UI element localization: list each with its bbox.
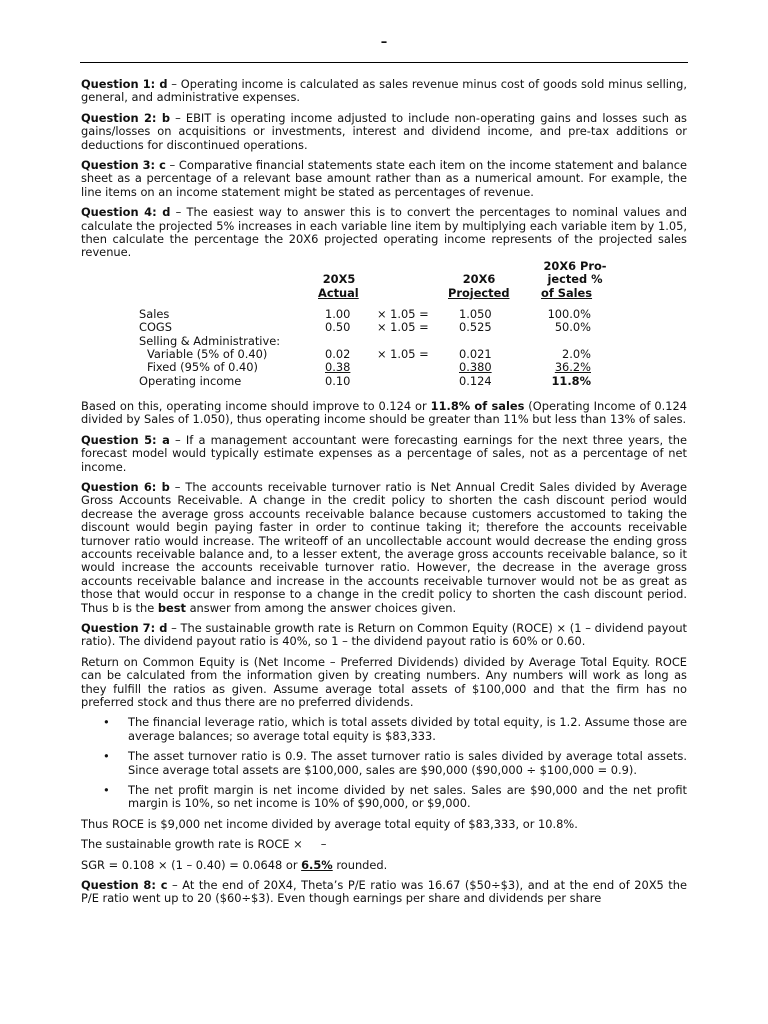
question-2-answer: [81, 112, 687, 152]
question-6-best: best: [157, 600, 186, 615]
question-1-text: – Operating income is calculated as sales revenue minus cost of goods sold minus selling, general, and administrative expenses.: [81, 77, 687, 105]
projection-calculation: [81, 260, 687, 388]
row-label: Variable (5% of 0.40): [147, 347, 268, 362]
list-item-text: The financial leverage ratio, which is total assets divided by total equity, is 1.2. Assume those are average balances; so average total equity is $83,333.: [128, 715, 687, 743]
row-label: Fixed (95% of 0.40): [147, 360, 258, 375]
question-3-text: – Comparative financial statements state each item on the income statement and balance sheet as a percentage of a relevant base amount rather than as a numerical amount. For example, the line items on an income statement might be stated as percentages of revenue.: [81, 158, 687, 199]
bullet: •: [103, 749, 110, 764]
header-rule: [80, 62, 688, 63]
question-5-answer: [81, 434, 687, 474]
question-4-text: – The easiest way to answer this is to convert the percentages to nominal values and calculate the projected 5% increases in each variable line item by multiplying each variable item by 1.05, then calculate the percentage the 20X6 projected operating income represents of the projected sales revenue.: [81, 205, 687, 260]
row-pct: 36.2%: [554, 360, 591, 375]
row-label: COGS: [139, 320, 172, 335]
sgr-tail: rounded.: [332, 857, 388, 872]
list-item: [81, 750, 687, 777]
question-7-text: – The sustainable growth rate is Return on Common Equity (ROCE) × (1 – dividend payout ratio). The dividend payout ratio is 40%, so 1 – the dividend payout ratio is 60% or 0.60.: [81, 620, 687, 649]
row-pct: 2.0%: [562, 347, 591, 362]
sgr-text: SGR = 0.108 × (1 – 0.40) = 0.0648 or: [81, 857, 302, 872]
answer-explanations: [81, 78, 687, 913]
page-marker: –: [380, 35, 388, 50]
question-4-answer: [81, 206, 687, 260]
conclusion-text-tail: (Operating Income of 0.124 divided by Sales of 1.050), thus operating income should be greater than 11% but less than 13% of sales.: [81, 398, 687, 427]
question-4-conclusion: [81, 400, 687, 427]
question-8-text: – At the end of 20X4, Theta’s P/E ratio was 16.67 ($50÷$3), and at the end of 20X5 the P/E ratio went up to 20 ($60÷$3). Even though earnings per share and dividends per share: [81, 878, 687, 906]
question-8-head: Question 8: c: [81, 878, 168, 893]
col-header-projected-1: 20X6: [462, 272, 496, 287]
question-2-text: – EBIT is operating income adjusted to include non-operating gains and losses such as gains/losses on acquisitions or investments, interest and dividend income, and pre-tax additions or deductions for discontinued operations.: [81, 110, 687, 152]
question-3-answer: [81, 159, 687, 199]
row-projected: 0.021: [459, 347, 492, 362]
col-header-pct-1: 20X6 Pro-: [543, 258, 607, 273]
conclusion-text: Based on this, operating income should improve to 0.124 or: [81, 398, 431, 413]
sgr-result: 6.5%: [301, 857, 333, 872]
question-7-answer: [81, 622, 687, 649]
question-6-answer: [81, 481, 687, 615]
roce-result: Thus ROCE is $9,000 net income divided by average total equity of $83,333, or 10.8%.: [81, 816, 578, 831]
row-projected: 0.380: [459, 360, 492, 375]
list-item: [81, 716, 687, 743]
col-header-projected-2: Projected: [448, 285, 510, 300]
row-projected: 1.050: [459, 306, 492, 321]
row-label: Sales: [139, 306, 170, 321]
question-6-tail: answer from among the answer choices given.: [185, 600, 457, 615]
row-multiplier: × 1.05 =: [377, 306, 429, 321]
bullet: •: [103, 783, 110, 798]
question-3-head: Question 3: c: [81, 158, 166, 173]
list-item-text: The net profit margin is net income divided by net sales. Sales are $90,000 and the net profit margin is 10%, so net income is 10% of $90,000, or $9,000.: [128, 783, 687, 811]
question-1-head: Question 1: d: [81, 77, 168, 91]
row-actual: 0.10: [325, 373, 351, 388]
col-header-actual-1: 20X5: [322, 272, 356, 287]
col-header-actual-2: Actual: [318, 285, 359, 300]
row-pct: 50.0%: [554, 320, 591, 335]
question-5-text: – If a management accountant were forecasting earnings for the next three years, the forecast model would typically estimate expenses as a percentage of sales, not as a percentage of net income.: [81, 432, 687, 474]
list-item: [81, 784, 687, 811]
question-5-head: Question 5: a: [81, 432, 170, 447]
question-7-head: Question 7: d: [81, 620, 168, 635]
row-actual: 1.00: [325, 306, 351, 321]
row-multiplier: × 1.05 =: [377, 320, 429, 335]
row-multiplier: × 1.05 =: [377, 347, 429, 362]
row-projected: 0.124: [459, 373, 492, 388]
question-2-head: Question 2: b: [81, 110, 171, 125]
row-actual: 0.50: [325, 320, 351, 335]
question-7-roce-paragraph: Return on Common Equity is (Net Income – Preferred Dividends) divided by Average Total Equity. ROCE can be calculated from the information given by creating numbers. Any numbers will work as long as they fulfill the ratios as given. Assume average total assets of $100,000 and that the firm has no preferred stock and thus there are no preferred dividends.: [81, 654, 687, 709]
row-pct-operating-income: 11.8%: [551, 373, 591, 388]
row-projected: 0.525: [459, 320, 492, 335]
question-4-head: Question 4: d: [81, 205, 171, 220]
row-actual: 0.38: [325, 360, 351, 375]
row-actual: 0.02: [325, 347, 351, 362]
question-6-text: – The accounts receivable turnover ratio is Net Annual Credit Sales divided by Average Gross Accounts Receivable. A change in the credit policy to shorten the cash discount period would decrease the average gross accounts receivable balance because customers accustomed to taking the discount would begin paying faster in order to continue taking it; therefore the accounts receivable turnover ratio would increase. The writeoff of an uncollectable account would decrease the ending gross accounts receivable balance and, to a lesser extent, the average gross accounts receivable balance, so it would increase the accounts receivable turnover ratio. However, the decrease in the average gross accounts receivable balance and increase in the accounts receivable turnover would not be as great as those that would occur in response to a change in the credit policy to shorten the cash discount period. Thus b is the: [81, 479, 687, 615]
list-item-text: The asset turnover ratio is 0.9. The asset turnover ratio is sales divided by average total assets. Since average total assets are $100,000, sales are $90,000 ($90,000 ÷ $100,000 = 0.9).: [128, 749, 687, 777]
question-6-head: Question 6: b: [81, 479, 170, 494]
question-1-answer: [81, 78, 687, 105]
col-header-pct-3: of Sales: [541, 285, 593, 300]
conclusion-highlight: 11.8% of sales: [430, 398, 525, 413]
sgr-calculation: [81, 859, 687, 872]
row-label: Selling & Administrative:: [139, 333, 281, 348]
sgr-intro: The sustainable growth rate is ROCE × –: [81, 837, 327, 852]
question-8-answer: [81, 879, 687, 906]
col-header-pct-2: jected %: [547, 272, 603, 287]
bullet: •: [103, 715, 110, 730]
row-pct: 100.0%: [547, 306, 591, 321]
assumption-list: [81, 716, 687, 810]
row-label: Operating income: [139, 373, 242, 388]
